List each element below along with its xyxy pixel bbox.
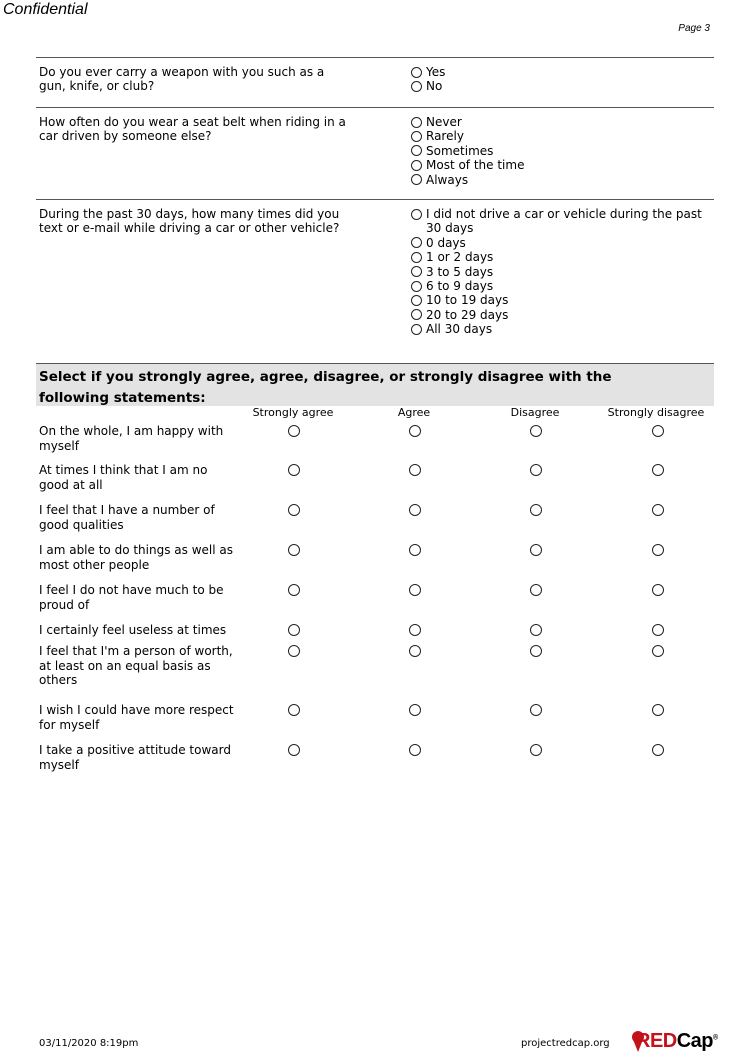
radio-option[interactable]: 3 to 5 days (411, 265, 711, 279)
radio-button[interactable] (411, 295, 422, 306)
footer-date: 03/11/2020 8:19pm (39, 1038, 139, 1049)
radio-option[interactable]: 6 to 9 days (411, 279, 711, 293)
radio-option[interactable]: 1 or 2 days (411, 250, 711, 264)
radio-disagree[interactable] (530, 464, 542, 476)
radio-strongly-disagree[interactable] (652, 645, 664, 657)
radio-agree[interactable] (409, 504, 421, 516)
radio-agree[interactable] (409, 744, 421, 756)
redcap-logo-text: REDCap® (636, 1030, 718, 1052)
radio-strongly-agree[interactable] (288, 504, 300, 516)
question-seatbelt (36, 107, 714, 200)
radio-strongly-disagree[interactable] (652, 704, 664, 716)
column-header-strongly-disagree: Strongly disagree (607, 406, 705, 419)
radio-button[interactable] (411, 266, 422, 277)
radio-strongly-agree[interactable] (288, 464, 300, 476)
page-number: Page 3 (678, 23, 710, 34)
column-header-disagree: Disagree (510, 406, 560, 419)
radio-option[interactable]: No (411, 79, 711, 93)
radio-disagree[interactable] (530, 704, 542, 716)
radio-strongly-disagree[interactable] (652, 624, 664, 636)
matrix-row-label: I feel that I have a number of good qualities (39, 503, 215, 532)
radio-strongly-disagree[interactable] (652, 584, 664, 596)
radio-agree[interactable] (409, 584, 421, 596)
radio-strongly-agree[interactable] (288, 744, 300, 756)
radio-disagree[interactable] (530, 645, 542, 657)
radio-button[interactable] (411, 237, 422, 248)
matrix-row-label: I am able to do things as well as most other people (39, 543, 233, 572)
radio-option[interactable]: Most of the time (411, 158, 711, 172)
radio-button[interactable] (411, 160, 422, 171)
question-text: During the past 30 days, how many times did you text or e-mail while driving a car or other vehicle? (39, 207, 340, 236)
radio-button[interactable] (411, 174, 422, 185)
radio-agree[interactable] (409, 425, 421, 437)
redcap-logo (630, 1028, 720, 1056)
radio-option[interactable]: I did not drive a car or vehicle during the past 30 days (411, 207, 711, 236)
radio-agree[interactable] (409, 464, 421, 476)
radio-option[interactable]: Rarely (411, 129, 711, 143)
matrix-header-text: Select if you strongly agree, agree, disagree, or strongly disagree with the following statements: (39, 369, 612, 406)
radio-option[interactable]: Yes (411, 65, 711, 79)
radio-button[interactable] (411, 281, 422, 292)
radio-button[interactable] (411, 67, 422, 78)
radio-strongly-disagree[interactable] (652, 504, 664, 516)
radio-agree[interactable] (409, 624, 421, 636)
radio-button[interactable] (411, 117, 422, 128)
radio-disagree[interactable] (530, 744, 542, 756)
radio-option[interactable]: All 30 days (411, 322, 711, 336)
question-text: Do you ever carry a weapon with you such as a gun, knife, or club? (39, 65, 325, 94)
radio-button[interactable] (411, 324, 422, 335)
question-weapon (36, 57, 714, 108)
radio-option[interactable]: 10 to 19 days (411, 293, 711, 307)
radio-option[interactable]: Sometimes (411, 144, 711, 158)
column-header-agree: Agree (397, 406, 431, 419)
matrix-row-label: I feel that I'm a person of worth, at least on an equal basis as others (39, 644, 233, 688)
radio-button[interactable] (411, 309, 422, 320)
footer-url[interactable]: projectredcap.org (521, 1038, 610, 1049)
radio-disagree[interactable] (530, 624, 542, 636)
radio-strongly-agree[interactable] (288, 584, 300, 596)
radio-disagree[interactable] (530, 504, 542, 516)
radio-strongly-agree[interactable] (288, 425, 300, 437)
radio-button[interactable] (411, 145, 422, 156)
radio-agree[interactable] (409, 544, 421, 556)
radio-option[interactable]: 0 days (411, 236, 711, 250)
radio-option[interactable]: 20 to 29 days (411, 308, 711, 322)
matrix-row-label: At times I think that I am no good at all (39, 463, 208, 492)
matrix-row-label: On the whole, I am happy with myself (39, 424, 224, 453)
matrix-row-label: I wish I could have more respect for myself (39, 703, 234, 732)
radio-strongly-disagree[interactable] (652, 744, 664, 756)
radio-option[interactable]: Always (411, 173, 711, 187)
question-text: How often do you wear a seat belt when riding in a car driven by someone else? (39, 115, 346, 144)
confidential-label: Confidential (3, 1, 88, 18)
radio-agree[interactable] (409, 704, 421, 716)
radio-agree[interactable] (409, 645, 421, 657)
radio-button[interactable] (411, 252, 422, 263)
radio-button[interactable] (411, 209, 422, 220)
question-texting (36, 199, 714, 350)
matrix-row-label: I certainly feel useless at times (39, 623, 227, 637)
radio-strongly-disagree[interactable] (652, 464, 664, 476)
radio-strongly-agree[interactable] (288, 645, 300, 657)
matrix-row-label: I take a positive attitude toward myself (39, 743, 231, 772)
radio-strongly-agree[interactable] (288, 704, 300, 716)
radio-option[interactable]: Never (411, 115, 711, 129)
column-header-strongly-agree: Strongly agree (252, 406, 334, 419)
radio-button[interactable] (411, 131, 422, 142)
matrix-row-label: I feel I do not have much to be proud of (39, 583, 224, 612)
radio-disagree[interactable] (530, 425, 542, 437)
radio-strongly-disagree[interactable] (652, 544, 664, 556)
radio-strongly-agree[interactable] (288, 624, 300, 636)
radio-strongly-disagree[interactable] (652, 425, 664, 437)
radio-strongly-agree[interactable] (288, 544, 300, 556)
radio-disagree[interactable] (530, 584, 542, 596)
matrix-header (36, 363, 714, 406)
question-options (411, 115, 711, 187)
radio-disagree[interactable] (530, 544, 542, 556)
question-options (411, 65, 711, 94)
radio-button[interactable] (411, 81, 422, 92)
question-options (411, 207, 711, 337)
